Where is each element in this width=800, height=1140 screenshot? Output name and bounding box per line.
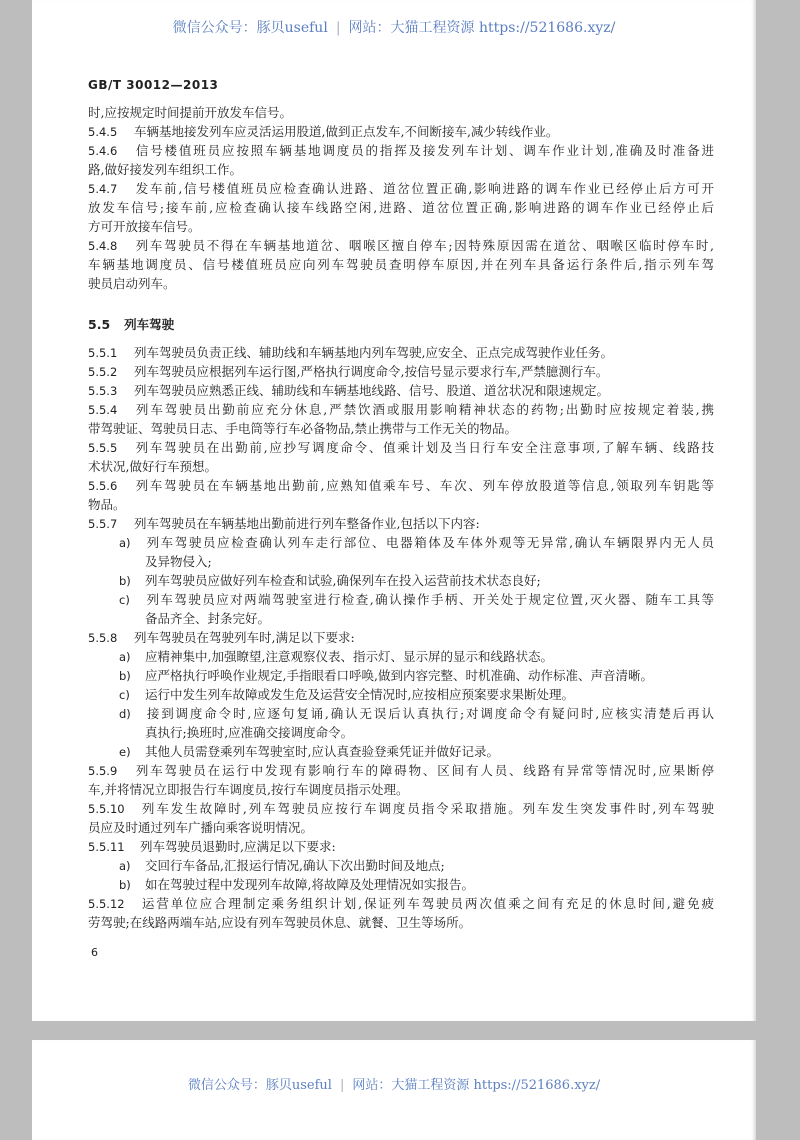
clause-number: 5.5.7 xyxy=(88,517,118,531)
list-item-text: 及异物侵入; xyxy=(145,554,212,569)
clause-line xyxy=(88,476,714,495)
clause-line xyxy=(88,274,714,293)
clause-line xyxy=(88,761,714,780)
watermark-header xyxy=(32,1074,756,1093)
clause-line xyxy=(88,362,714,381)
list-item-label: a) xyxy=(119,859,131,873)
clause-number: 5.5.11 xyxy=(88,840,125,854)
list-item-text: 应严格执行呼唤作业规定,手指眼看口呼唤,做到内容完整、时机准确、动作标准、声音清晰。 xyxy=(145,668,653,683)
clause-line xyxy=(88,457,714,476)
clause-line xyxy=(88,381,714,400)
clause-line xyxy=(88,780,714,799)
list-item-text: 列车驾驶员应对两端驾驶室进行检查,确认操作手柄、开关处于规定位置,灭火器、随车工具等 xyxy=(145,592,714,607)
clause-line xyxy=(88,894,714,913)
clauses-5-4 xyxy=(88,103,714,293)
clause-text: 列车驾驶员在运行中发现有影响行车的障碍物、区间有人员、线路有异常等情况时,应果断停 xyxy=(134,763,714,778)
clause-text: 时,应按规定时间提前开放发车信号。 xyxy=(88,105,292,120)
list-item-text: 其他人员需登乘列车驾驶室时,应认真查验登乘凭证并做好记录。 xyxy=(145,744,499,759)
clause-line xyxy=(88,236,714,255)
clause-line xyxy=(88,122,714,141)
clause-text: 发车前,信号楼值班员应检查确认进路、道岔位置正确,影响进路的调车作业已经停止后方可开 xyxy=(134,181,714,196)
clause-line xyxy=(88,255,714,274)
watermark-separator: | xyxy=(335,20,341,36)
clause-text: 列车驾驶员在出勤前,应抄写调度命令、值乘计划及当日行车安全注意事项,了解车辆、线路技 xyxy=(134,440,714,455)
clause-number: 5.4.7 xyxy=(88,182,118,196)
clause-text: 车,并将情况立即报告行车调度员,按行车调度员指示处理。 xyxy=(88,782,409,797)
clause-text: 列车驾驶员出勤前应充分休息,严禁饮酒或服用影响精神状态的药物;出勤时应按规定着装,携 xyxy=(134,402,714,417)
list-item-line xyxy=(88,571,714,590)
watermark-site: 网站：大猫工程资源 https://521686.xyz/ xyxy=(348,20,616,36)
standard-code: GB/T 30012—2013 xyxy=(88,78,219,92)
clause-text: 信号楼值班员应按照车辆基地调度员的指挥及接发列车计划、调车作业计划,准确及时准备进 xyxy=(134,143,714,158)
list-item-label: b) xyxy=(119,669,131,683)
clause-line xyxy=(88,160,714,179)
list-item-line xyxy=(88,590,714,609)
clause-number: 5.4.8 xyxy=(88,239,118,253)
clause-text: 列车驾驶员应熟悉正线、辅助线和车辆基地线路、信号、股道、道岔状况和限速规定。 xyxy=(134,383,610,398)
clause-text: 运营单位应合理制定乘务组织计划,保证列车驾驶员两次值乘之间有充足的休息时间,避免疲 xyxy=(140,896,714,911)
list-item-label: b) xyxy=(119,878,131,892)
clause-number: 5.5.5 xyxy=(88,441,118,455)
list-item-line xyxy=(88,533,714,552)
list-item-label: a) xyxy=(119,536,131,550)
watermark-wechat: 微信公众号：豚贝useful xyxy=(187,1078,332,1093)
clause-number: 5.5.2 xyxy=(88,365,118,379)
clause-line xyxy=(88,419,714,438)
clause-text: 放发车信号;接车前,应检查确认接车线路空闲,进路、道岔位置正确,影响进路的调车作业已经停止后 xyxy=(88,200,714,215)
clauses-5-5 xyxy=(88,343,714,932)
clause-number: 5.5.12 xyxy=(88,897,125,911)
clause-text: 方可开放接车信号。 xyxy=(88,219,201,234)
list-item-line xyxy=(88,742,714,761)
document-page xyxy=(32,0,756,1021)
list-item-label: c) xyxy=(119,593,130,607)
watermark-wechat: 微信公众号：豚贝useful xyxy=(172,20,328,36)
clause-text: 车辆基地接发列车应灵活运用股道,做到正点发车,不间断接车,减少转线作业。 xyxy=(134,124,559,139)
list-item-text: 交回行车备品,汇报运行情况,确认下次出勤时间及地点; xyxy=(145,858,445,873)
clause-number: 5.4.5 xyxy=(88,125,118,139)
clause-text: 列车驾驶员在驾驶列车时,满足以下要求: xyxy=(134,630,355,645)
clause-number: 5.5.4 xyxy=(88,403,118,417)
list-item-line xyxy=(88,685,714,704)
clause-text: 列车驾驶员在车辆基地出勤前进行列车整备作业,包括以下内容: xyxy=(134,516,480,531)
clause-text: 员应及时通过列车广播向乘客说明情况。 xyxy=(88,820,314,835)
clause-text: 列车驾驶员应根据列车运行图,严格执行调度命令,按信号显示要求行车,严禁臆测行车。 xyxy=(134,364,609,379)
next-document-page xyxy=(32,1040,756,1140)
clause-line xyxy=(88,198,714,217)
list-item-label: e) xyxy=(119,745,131,759)
clause-text: 列车驾驶员负责正线、辅助线和车辆基地内列车驾驶,应安全、正点完成驾驶作业任务。 xyxy=(134,345,613,360)
list-item-label: c) xyxy=(119,688,130,702)
clause-line xyxy=(88,400,714,419)
list-item-line xyxy=(88,647,714,666)
list-item-label: a) xyxy=(119,650,131,664)
clause-line xyxy=(88,179,714,198)
clause-line xyxy=(88,913,714,932)
clause-text: 物品。 xyxy=(88,497,126,512)
clause-number: 5.5.1 xyxy=(88,346,118,360)
list-item-text: 列车驾驶员应做好列车检查和试验,确保列车在投入运营前技术状态良好; xyxy=(145,573,541,588)
section-title: 列车驾驶 xyxy=(124,317,175,332)
clause-number: 5.5.6 xyxy=(88,479,118,493)
list-item-text: 应精神集中,加强瞭望,注意观察仪表、指示灯、显示屏的显示和线路状态。 xyxy=(145,649,553,664)
clause-text: 路,做好接发列车组织工作。 xyxy=(88,162,242,177)
clause-number: 5.5.10 xyxy=(88,802,125,816)
list-item-label: b) xyxy=(119,574,131,588)
clause-line xyxy=(88,514,714,533)
clause-line xyxy=(88,495,714,514)
clause-text: 带驾驶证、驾驶员日志、手电筒等行车必备物品,禁止携带与工作无关的物品。 xyxy=(88,421,517,436)
clause-text: 驶员启动列车。 xyxy=(88,276,176,291)
clause-text: 车辆基地调度员、信号楼值班员应向列车驾驶员查明停车原因,并在列车具备运行条件后,指示列车驾 xyxy=(88,257,714,272)
list-item-line xyxy=(88,875,714,894)
list-item-text: 备品齐全、封条完好。 xyxy=(145,611,271,626)
watermark-header xyxy=(32,17,756,37)
list-item-text: 列车驾驶员应检查确认列车走行部位、电器箱体及车体外观等无异常,确认车辆限界内无人员 xyxy=(145,535,714,550)
list-item-text: 真执行;换班时,应准确交接调度命令。 xyxy=(145,725,354,740)
section-heading xyxy=(88,315,174,334)
clause-number: 5.4.6 xyxy=(88,144,118,158)
clause-line xyxy=(88,343,714,362)
clause-number: 5.5.9 xyxy=(88,764,118,778)
list-item-text: 如在驾驶过程中发现列车故障,将故障及处理情况如实报告。 xyxy=(145,877,474,892)
list-item-line xyxy=(88,609,714,628)
clause-line xyxy=(88,141,714,160)
page-number: 6 xyxy=(91,946,98,959)
list-item-text: 运行中发生列车故障或发生危及运营安全情况时,应按相应预案要求果断处理。 xyxy=(145,687,574,702)
list-item-line xyxy=(88,704,714,723)
clause-text: 术状况,做好行车预想。 xyxy=(88,459,217,474)
clause-line xyxy=(88,837,714,856)
clause-line xyxy=(88,103,714,122)
clause-text: 列车驾驶员不得在车辆基地道岔、咽喉区擅自停车;因特殊原因需在道岔、咽喉区临时停车时, xyxy=(134,238,714,253)
watermark-site: 网站：大猫工程资源 https://521686.xyz/ xyxy=(352,1078,601,1093)
section-number: 5.5 xyxy=(88,317,111,332)
clause-line xyxy=(88,799,714,818)
list-item-line xyxy=(88,856,714,875)
clause-number: 5.5.3 xyxy=(88,384,118,398)
watermark-separator: | xyxy=(339,1078,345,1093)
clause-number: 5.5.8 xyxy=(88,631,118,645)
list-item-line xyxy=(88,723,714,742)
list-item-text: 接到调度命令时,应逐句复诵,确认无误后认真执行;对调度命令有疑问时,应核实清楚后再认 xyxy=(145,706,714,721)
clause-line xyxy=(88,818,714,837)
clause-text: 列车驾驶员退勤时,应满足以下要求: xyxy=(140,839,336,854)
clause-text: 列车驾驶员在车辆基地出勤前,应熟知值乘车号、车次、列车停放股道等信息,领取列车钥匙等 xyxy=(134,478,714,493)
clause-text: 劳驾驶;在线路两端车站,应设有列车驾驶员休息、就餐、卫生等场所。 xyxy=(88,915,472,930)
clause-text: 列车发生故障时,列车驾驶员应按行车调度员指令采取措施。列车发生突发事件时,列车驾驶 xyxy=(140,801,714,816)
list-item-label: d) xyxy=(119,707,131,721)
clause-line xyxy=(88,628,714,647)
list-item-line xyxy=(88,552,714,571)
list-item-line xyxy=(88,666,714,685)
clause-line xyxy=(88,438,714,457)
clause-line xyxy=(88,217,714,236)
